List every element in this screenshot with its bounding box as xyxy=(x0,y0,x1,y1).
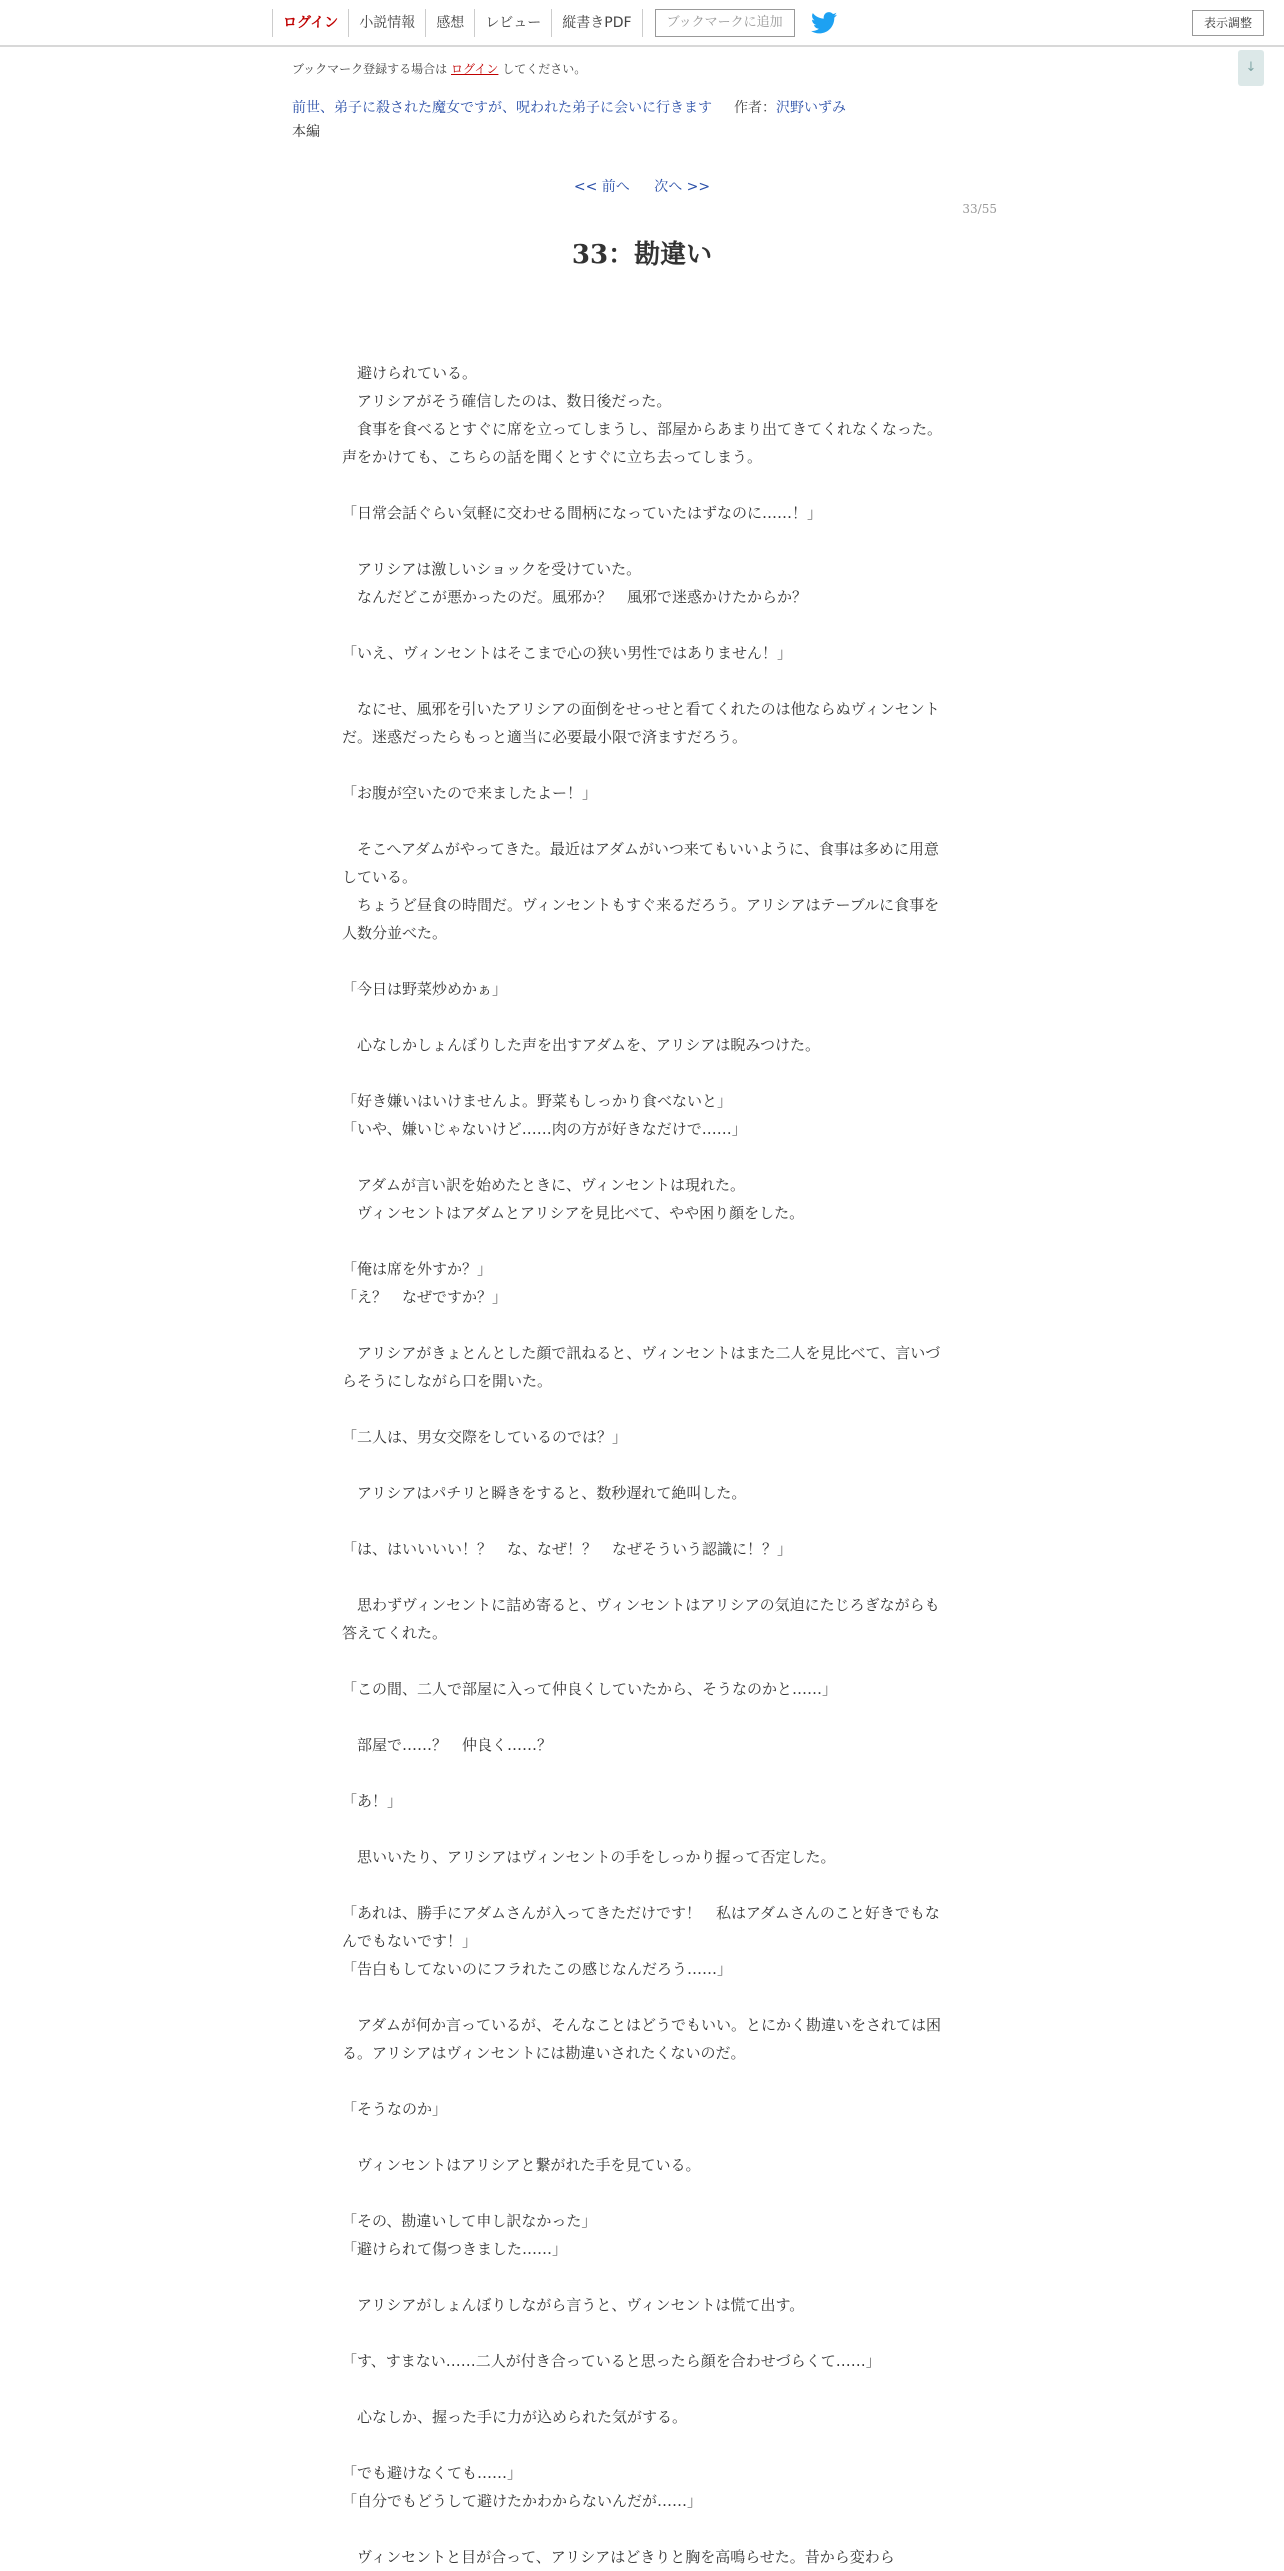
nav-vertical-pdf-link[interactable]: 縦書きPDF xyxy=(551,9,642,37)
blank-line xyxy=(342,1451,942,1479)
blank-line xyxy=(342,807,942,835)
add-bookmark-button[interactable]: ブックマークに追加 xyxy=(655,9,795,37)
body-paragraph: 「お腹が空いたので来ましたよー！」 xyxy=(342,784,598,802)
chapter-count: 33/55 xyxy=(962,202,997,216)
blank-line xyxy=(342,1703,942,1731)
body-paragraph: 「この間、二人で部屋に入って仲良くしていたから、そうなのかと……」 xyxy=(342,1680,838,1698)
blank-line xyxy=(342,1647,942,1675)
novel-body-text xyxy=(342,359,942,2571)
chapter-pager xyxy=(0,176,1284,196)
display-settings-button[interactable]: 表示調整 xyxy=(1192,10,1264,36)
body-paragraph: 「俺は席を外すか？」 xyxy=(342,1260,493,1278)
blank-line xyxy=(342,527,942,555)
blank-line xyxy=(342,2123,942,2151)
blank-line xyxy=(342,1227,942,1255)
twitter-share-button[interactable] xyxy=(811,12,837,34)
nav-review-link[interactable]: レビュー xyxy=(474,9,551,37)
blank-line xyxy=(342,751,942,779)
prev-chapter-link[interactable]: << 前へ xyxy=(573,179,630,195)
login-notice-prefix: ブックマーク登録する場合は xyxy=(292,62,448,76)
blank-line xyxy=(342,471,942,499)
body-paragraph: 「いえ、ヴィンセントはそこまで心の狭い男性ではありません！」 xyxy=(342,644,793,662)
login-notice-link[interactable]: ログイン xyxy=(451,62,499,76)
blank-line xyxy=(342,2263,942,2291)
nav-login-link[interactable]: ログイン xyxy=(272,9,348,37)
top-nav xyxy=(272,0,837,46)
blank-line xyxy=(342,1059,942,1087)
body-paragraph: アリシアはパチリと瞬きをすると、数秒遅れて絶叫した。 xyxy=(342,1484,747,1502)
body-paragraph: アリシアは激しいショックを受けていた。 xyxy=(342,560,642,578)
body-paragraph: アリシアがそう確信したのは、数日後だった。 xyxy=(342,392,672,410)
body-paragraph: 「自分でもどうして避けたかわからないんだが……」 xyxy=(342,2492,703,2510)
body-paragraph: 食事を食べるとすぐに席を立ってしまうし、部屋からあまり出てきてくれなくなった。声をかけても、こちらの話を聞くとすぐに立ち去ってしまう。 xyxy=(342,420,943,466)
body-paragraph: 「二人は、男女交際をしているのでは？」 xyxy=(342,1428,628,1446)
chapter-group-label: 本編 xyxy=(292,124,320,140)
blank-line xyxy=(342,1983,942,2011)
body-paragraph: 「す、すまない……二人が付き合っていると思ったら顔を合わせづらくて……」 xyxy=(342,2352,881,2370)
body-paragraph: ヴィンセントと目が合って、アリシアはどきりと胸を高鳴らせた。昔から変わら xyxy=(342,2548,895,2566)
next-chapter-link[interactable]: 次へ >> xyxy=(654,179,711,195)
body-paragraph: アダムが言い訳を始めたときに、ヴィンセントは現れた。 xyxy=(342,1176,746,1194)
novel-title-link[interactable]: 前世、弟子に殺された魔女ですが、呪われた弟子に会いに行きます xyxy=(292,100,712,116)
body-paragraph: アリシアがしょんぼりしながら言うと、ヴィンセントは慌て出す。 xyxy=(342,2296,805,2314)
body-paragraph: ヴィンセントはアリシアと繋がれた手を見ている。 xyxy=(342,2156,701,2174)
blank-line xyxy=(342,1143,942,1171)
blank-line xyxy=(342,1507,942,1535)
body-paragraph: 「あれは、勝手にアダムさんが入ってきただけです！ 私はアダムさんのこと好きでもなんでもないです！」 xyxy=(342,1904,940,1950)
blank-line xyxy=(342,1563,942,1591)
body-paragraph: 「あ！」 xyxy=(342,1792,403,1810)
blank-line xyxy=(342,1395,942,1423)
blank-line xyxy=(342,611,942,639)
body-paragraph: 「そうなのか」 xyxy=(342,2100,448,2118)
body-paragraph: 「告白もしてないのにフラれたこの感じなんだろう……」 xyxy=(342,1960,733,1978)
body-paragraph: 「その、勘違いして申し訳なかった」 xyxy=(342,2212,597,2230)
body-paragraph: ヴィンセントはアダムとアリシアを見比べて、やや困り顔をした。 xyxy=(342,1204,805,1222)
blank-line xyxy=(342,2375,942,2403)
login-notice xyxy=(292,60,586,77)
blank-line xyxy=(342,947,942,975)
body-paragraph: 避けられている。 xyxy=(342,364,478,382)
blank-line xyxy=(342,2319,942,2347)
body-paragraph: 「え？ なぜですか？」 xyxy=(342,1288,508,1306)
blank-line xyxy=(342,1815,942,1843)
body-paragraph: なにせ、風邪を引いたアリシアの面倒をせっせと看てくれたのは他ならぬヴィンセントだ。迷惑だったらもっと適当に必要最小限で済ますだろう。 xyxy=(342,700,940,746)
site-header xyxy=(0,0,1284,47)
blank-line xyxy=(342,2179,942,2207)
nav-novel-info-link[interactable]: 小説情報 xyxy=(348,9,425,37)
blank-line xyxy=(342,1871,942,1899)
body-paragraph: ちょうど昼食の時間だ。ヴィンセントもすぐ来るだろう。アリシアはテーブルに食事を人数分並べた。 xyxy=(342,896,940,942)
novel-info-line xyxy=(292,97,846,117)
blank-line xyxy=(342,667,942,695)
body-paragraph: 「好き嫌いはいけませんよ。野菜もしっかり食べないと」 xyxy=(342,1092,733,1110)
chapter-title: 33：勘違い xyxy=(571,240,713,270)
body-paragraph: なんだどこが悪かったのだ。風邪か？ 風邪で迷惑かけたからか？ xyxy=(342,588,808,606)
author-link[interactable]: 沢野いずみ xyxy=(776,100,846,116)
body-paragraph: 心なしかしょんぼりした声を出すアダムを、アリシアは睨みつけた。 xyxy=(342,1036,821,1054)
body-paragraph: 「でも避けなくても……」 xyxy=(342,2464,523,2482)
blank-line xyxy=(342,1003,942,1031)
body-paragraph: 部屋で……？ 仲良く……？ xyxy=(342,1736,553,1754)
body-paragraph: 思わずヴィンセントに詰め寄ると、ヴィンセントはアリシアの気迫にたじろぎながらも答えてくれた。 xyxy=(342,1596,940,1642)
body-paragraph: 心なしか、握った手に力が込められた気がする。 xyxy=(342,2408,688,2426)
blank-line xyxy=(342,2515,942,2543)
body-paragraph: 「避けられて傷つきました……」 xyxy=(342,2240,568,2258)
author-label: 作者： xyxy=(734,100,776,116)
body-paragraph: 「日常会話ぐらい気軽に交わせる間柄になっていたはずなのに……！」 xyxy=(342,504,823,522)
login-notice-suffix: してください。 xyxy=(502,62,587,76)
twitter-bird-icon xyxy=(811,12,837,34)
blank-line xyxy=(342,2067,942,2095)
body-paragraph: アリシアがきょとんとした顔で訊ねると、ヴィンセントはまた二人を見比べて、言いづらそうにしながら口を開いた。 xyxy=(342,1344,941,1390)
body-paragraph: そこへアダムがやってきた。最近はアダムがいつ来てもいいように、食事は多めに用意している。 xyxy=(342,840,939,886)
blank-line xyxy=(342,2431,942,2459)
body-paragraph: 「いや、嫌いじゃないけど……肉の方が好きなだけで……」 xyxy=(342,1120,747,1138)
body-paragraph: 「今日は野菜炒めかぁ」 xyxy=(342,980,508,998)
body-paragraph: 思いいたり、アリシアはヴィンセントの手をしっかり握って否定した。 xyxy=(342,1848,836,1866)
nav-impressions-link[interactable]: 感想 xyxy=(425,9,474,37)
blank-line xyxy=(342,1759,942,1787)
body-paragraph: アダムが何か言っているが、そんなことはどうでもいい。とにかく勘違いをされては困る。アリシアはヴィンセントには勘違いされたくないのだ。 xyxy=(342,2016,941,2062)
blank-line xyxy=(342,1311,942,1339)
body-paragraph: 「は、はいいいい！？ な、なぜ！？ なぜそういう認識に！？」 xyxy=(342,1540,793,1558)
scroll-down-tab[interactable]: ↓ xyxy=(1238,50,1264,86)
